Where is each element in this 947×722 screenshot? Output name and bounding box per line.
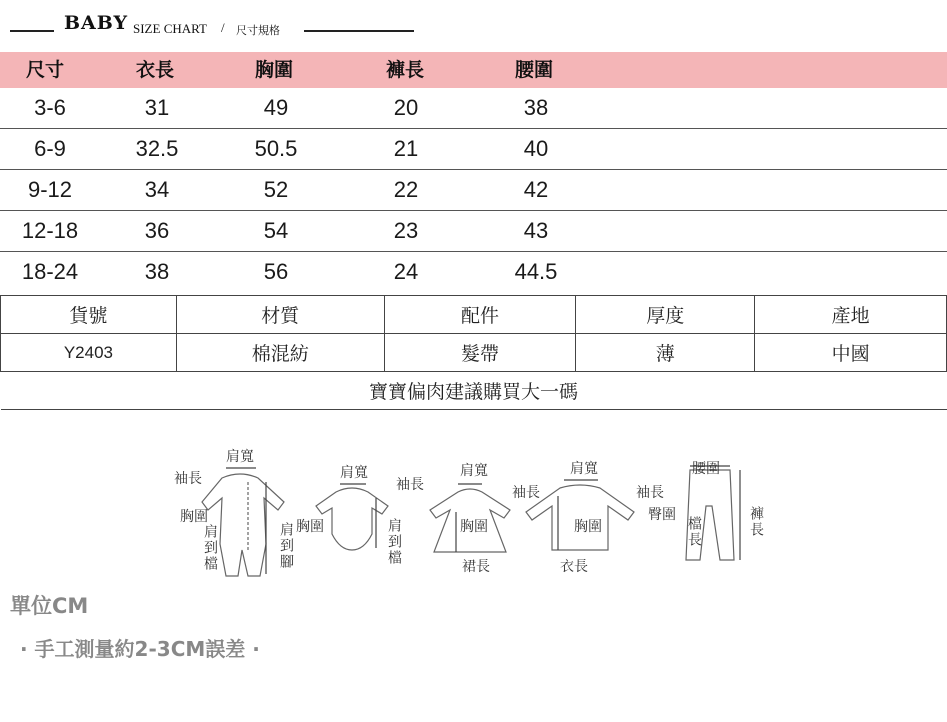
pants-length-label: 褲長 [748, 506, 764, 538]
info-value-thickness: 薄 [576, 334, 755, 372]
romper-shoulder-foot-label: 肩到腳 [278, 522, 294, 570]
info-note-row [1, 372, 947, 410]
chart-header [0, 0, 947, 52]
table-row [0, 88, 947, 129]
table-cell: 18-24 [21, 259, 79, 284]
header-subtitle-cn: 尺寸規格 [236, 24, 280, 37]
column-header-chest: 胸圍 [255, 59, 294, 81]
dress-chest-label: 胸圍 [460, 519, 488, 535]
table-cell: 42 [523, 177, 549, 202]
bodysuit-chest-label: 胸圍 [296, 519, 324, 535]
size-advice-note: 寶寶偏肉建議購買大一碼 [1, 372, 947, 410]
table-cell: 50.5 [254, 136, 298, 161]
bodysuit-sleeve-label: 袖長 [396, 477, 424, 493]
info-header-origin: 產地 [755, 296, 947, 334]
measurement-diagrams [160, 440, 780, 590]
header-rule-right [304, 30, 414, 32]
column-header-waist: 腰圍 [515, 59, 554, 81]
info-header-material: 材質 [176, 296, 384, 334]
top-shoulder-label: 肩寬 [570, 461, 598, 477]
table-cell: 38 [523, 95, 549, 120]
table-row [0, 170, 947, 211]
dress-shoulder-label: 肩寬 [460, 463, 488, 479]
table-cell: 20 [393, 95, 419, 120]
info-value-row [1, 334, 947, 372]
info-header-item-no: 貨號 [1, 296, 177, 334]
table-cell: 52 [263, 177, 289, 202]
romper-shoulder-label: 肩寬 [226, 449, 254, 465]
dress-sleeve-label: 袖長 [512, 485, 540, 501]
dress-skirt-label: 裙長 [462, 559, 490, 575]
pants-crotch-label: 檔長 [686, 516, 702, 548]
header-subtitle: SIZE CHART [133, 21, 207, 36]
table-cell: 38 [144, 259, 170, 284]
table-cell: 22 [393, 177, 419, 202]
top-sleeve-label: 袖長 [636, 485, 664, 501]
size-table-header [0, 52, 947, 88]
brand-title: BABY [64, 12, 129, 34]
romper-shoulder-crotch-label: 肩到檔 [202, 524, 218, 572]
table-cell: 44.5 [514, 259, 558, 284]
header-separator: / [221, 20, 225, 35]
info-header-row [1, 296, 947, 334]
pants-hip-label: 臀圍 [648, 507, 676, 523]
header-rule-left [10, 30, 54, 32]
romper-sleeve-label: 袖長 [174, 471, 202, 487]
info-header-thickness: 厚度 [576, 296, 755, 334]
table-cell: 32.5 [135, 136, 179, 161]
bodysuit-shoulder-label: 肩寬 [340, 465, 368, 481]
info-value-material: 棉混紡 [176, 334, 384, 372]
table-row [0, 252, 947, 293]
product-info-table [0, 295, 947, 410]
table-cell: 24 [393, 259, 419, 284]
table-cell: 12-18 [21, 218, 79, 243]
info-value-item-no: Y2403 [1, 334, 177, 372]
measurement-error-note: · 手工測量約2-3CM誤差 · [20, 637, 260, 661]
table-cell: 31 [144, 95, 170, 120]
romper-chest-label: 胸圍 [180, 509, 208, 525]
column-header-length: 衣長 [136, 59, 175, 81]
bodysuit-shoulder-crotch-label: 肩到檔 [386, 518, 402, 566]
info-header-accessory: 配件 [384, 296, 576, 334]
info-value-accessory: 髮帶 [384, 334, 576, 372]
table-cell: 40 [523, 136, 549, 161]
unit-note: 單位CM [10, 594, 89, 618]
table-cell: 49 [263, 95, 289, 120]
pants-waist-label: 腰圍 [692, 461, 720, 477]
table-cell: 34 [144, 177, 170, 202]
table-cell: 23 [393, 218, 419, 243]
table-cell: 36 [144, 218, 170, 243]
bodysuit-icon [316, 488, 388, 550]
table-row [0, 211, 947, 252]
table-cell: 43 [523, 218, 549, 243]
table-cell: 54 [263, 218, 289, 243]
table-cell: 3-6 [34, 95, 66, 120]
table-cell: 6-9 [34, 136, 66, 161]
info-value-origin: 中國 [755, 334, 947, 372]
top-length-label: 衣長 [560, 559, 588, 575]
column-header-pants-length: 褲長 [386, 59, 425, 81]
column-header-size: 尺寸 [26, 59, 65, 81]
table-row [0, 129, 947, 170]
size-table [0, 52, 947, 293]
table-cell: 9-12 [27, 177, 73, 202]
top-chest-label: 胸圍 [574, 519, 602, 535]
table-cell: 56 [263, 259, 289, 284]
table-cell: 21 [393, 136, 419, 161]
